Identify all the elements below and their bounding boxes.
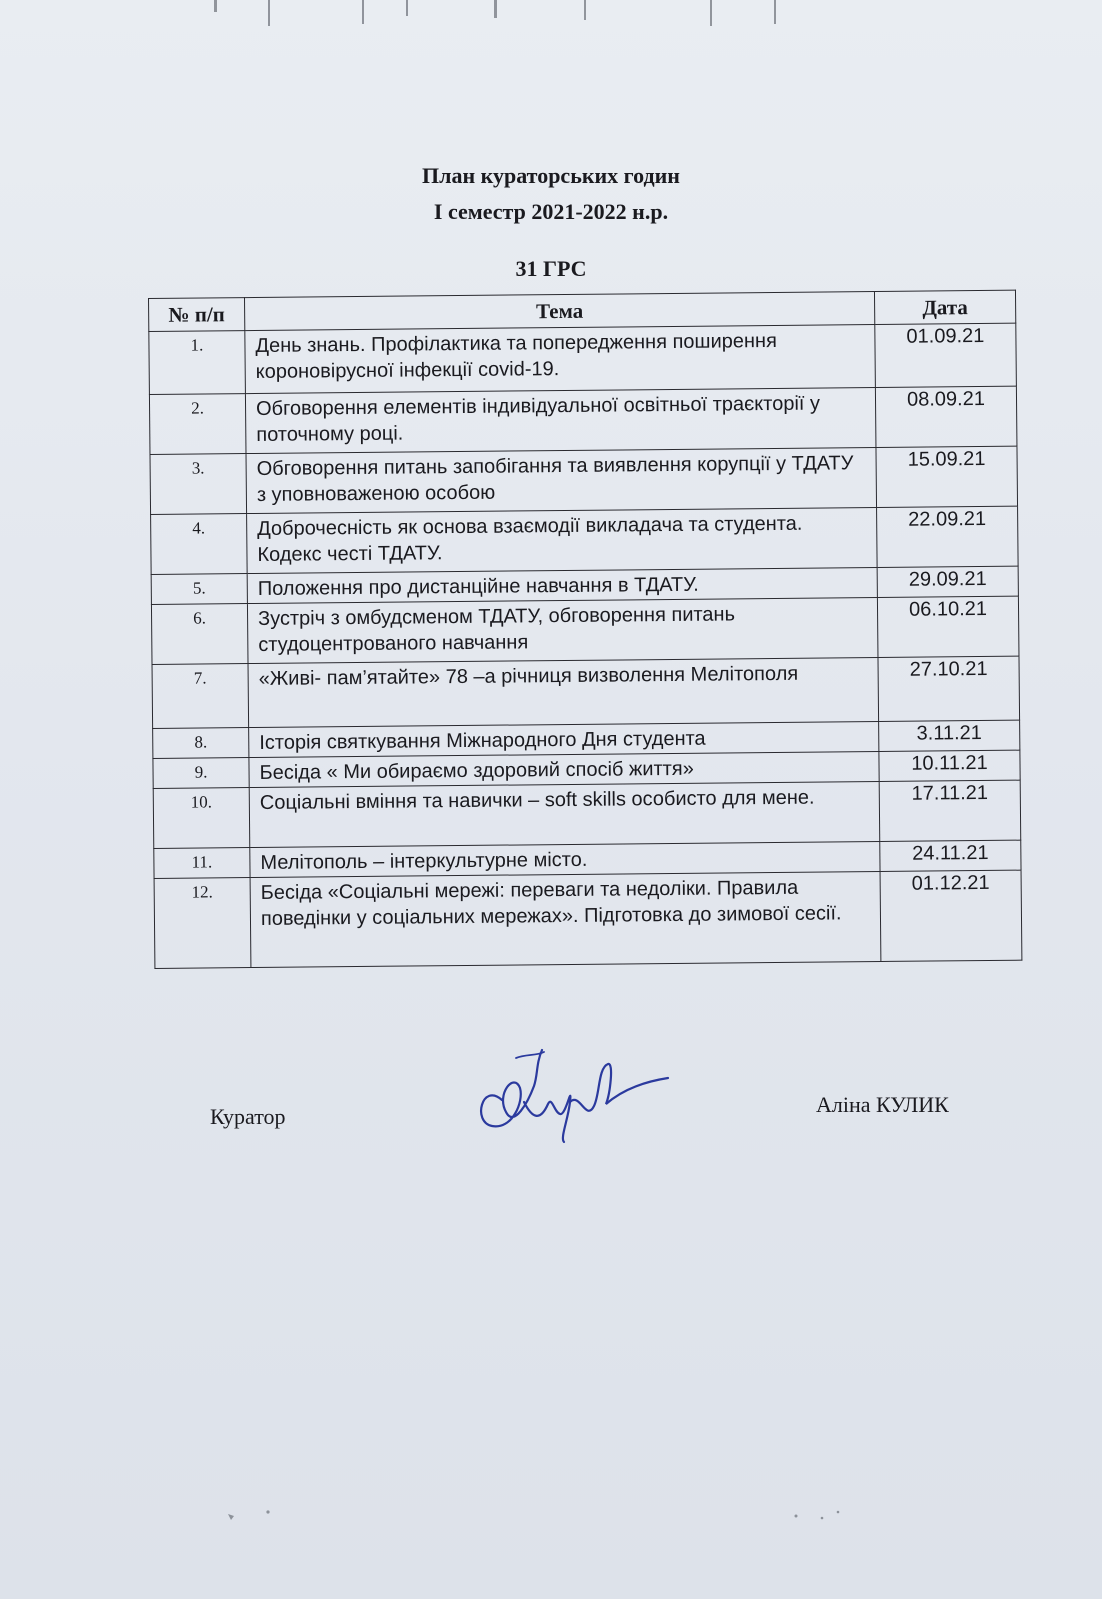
row-date: 29.09.21 bbox=[877, 566, 1018, 597]
column-header-number: № п/п bbox=[149, 298, 245, 332]
row-topic: Обговорення питань запобігання та виявлення корупції у ТДАТУ з уповноваженою особою bbox=[246, 448, 877, 514]
row-number: 9. bbox=[153, 758, 249, 789]
row-date: 24.11.21 bbox=[880, 840, 1021, 871]
row-date: 27.10.21 bbox=[878, 656, 1020, 721]
row-date: 08.09.21 bbox=[875, 386, 1017, 447]
column-header-date: Дата bbox=[874, 290, 1015, 324]
semester-subtitle: І семестр 2021-2022 н.р. bbox=[433, 199, 669, 224]
row-date: 06.10.21 bbox=[877, 596, 1019, 657]
row-number: 2. bbox=[149, 394, 246, 455]
row-topic: «Живі- пам’ятайте» 78 –а річниця визволення Мелітополя bbox=[248, 658, 879, 728]
row-number: 3. bbox=[150, 454, 247, 515]
row-number: 5. bbox=[151, 574, 247, 605]
row-date: 17.11.21 bbox=[879, 780, 1021, 841]
row-topic: Бесіда « Ми обираємо здоровий спосіб життя» bbox=[249, 752, 879, 788]
row-topic: День знань. Профілактика та попередження поширення короновірусної інфекції covid-19. bbox=[245, 325, 876, 394]
row-number: 12. bbox=[154, 878, 251, 969]
row-number: 11. bbox=[154, 848, 250, 879]
row-topic: Бесіда «Соціальні мережі: переваги та недоліки. Правила поведінки у соціальних мережах». Підготовка до зимової сесії. bbox=[250, 871, 881, 967]
group-label: 31 ГРС bbox=[515, 256, 587, 281]
document-title: План кураторських годин bbox=[422, 163, 680, 188]
row-date: 01.09.21 bbox=[875, 323, 1017, 387]
row-date: 15.09.21 bbox=[876, 446, 1018, 507]
column-header-topic: Тема bbox=[245, 292, 875, 331]
row-date: 22.09.21 bbox=[877, 506, 1019, 567]
row-date: 10.11.21 bbox=[879, 750, 1020, 781]
row-number: 7. bbox=[152, 664, 249, 729]
row-number: 1. bbox=[149, 331, 246, 395]
row-number: 6. bbox=[151, 604, 248, 665]
row-topic: Обговорення елементів індивідуальної освітньої траєкторії у поточному році. bbox=[245, 388, 876, 454]
curator-name: Аліна КУЛИК bbox=[816, 1092, 949, 1117]
row-topic: Зустріч з омбудсменом ТДАТУ, обговорення питань студоцентрованого навчання bbox=[247, 598, 878, 664]
row-topic: Мелітополь – інтеркультурне місто. bbox=[250, 842, 880, 878]
row-date: 01.12.21 bbox=[880, 870, 1022, 961]
row-topic: Доброчесність як основа взаємодії викладача та студента. Кодекс честі ТДАТУ. bbox=[247, 508, 878, 574]
row-topic: Положення про дистанційне навчання в ТДАТУ. bbox=[247, 568, 877, 604]
row-number: 4. bbox=[151, 514, 248, 575]
row-topic: Історія святкування Міжнародного Дня студента bbox=[249, 722, 879, 758]
row-topic: Соціальні вміння та навички – soft skills особисто для мене. bbox=[249, 782, 880, 848]
row-number: 10. bbox=[153, 788, 250, 849]
row-number: 8. bbox=[153, 728, 249, 759]
curator-label: Куратор bbox=[210, 1104, 286, 1129]
row-date: 3.11.21 bbox=[879, 720, 1020, 751]
